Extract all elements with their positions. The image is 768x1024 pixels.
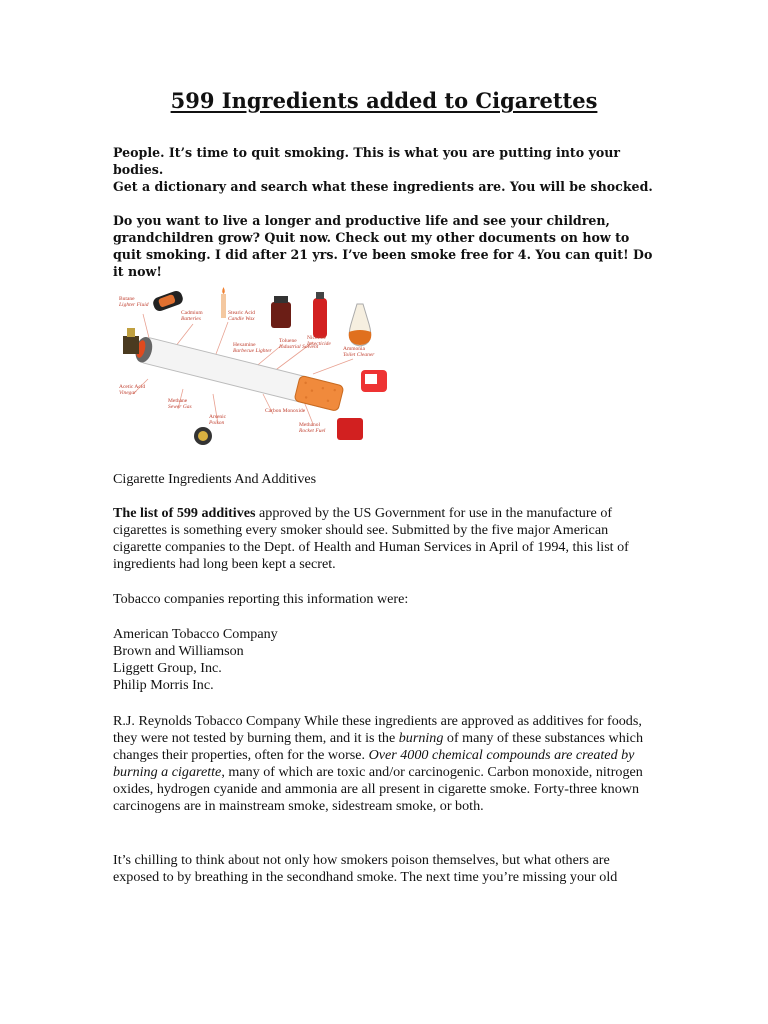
label-acetic-acid-sub: Vinegar xyxy=(119,390,137,396)
company-list xyxy=(113,626,658,694)
additives-paragraph-bold: The list of 599 additives xyxy=(113,505,256,521)
secondhand-paragraph: It’s chilling to think about not only how smokers poison themselves, but what others are exposed to by breathing in the secondhand smoke. The next time you’re missing your old xyxy=(113,852,618,885)
label-stearic-acid: Stearic Acid xyxy=(228,310,256,316)
label-acetic-acid: Acetic Acid xyxy=(119,384,146,390)
label-cadmium: Cadmium xyxy=(181,310,203,316)
cigarette-ingredients-illustration xyxy=(113,284,395,456)
rj-text-burning: burning xyxy=(398,730,444,746)
label-butane: Butane xyxy=(119,296,135,302)
label-cadmium-sub: Batteries xyxy=(181,316,201,322)
rj-text-compounds: Over 4000 chemical compounds are created by burning a cigarette xyxy=(113,747,635,780)
label-hexamine-sub: Barbecue Lighter xyxy=(233,348,272,354)
label-nicotine-sub: Insecticide xyxy=(307,341,331,347)
label-carbon-monoxide: Carbon Monoxide xyxy=(265,408,306,414)
rj-reynolds-paragraph xyxy=(113,713,658,815)
label-methane-sub: Sewer Gas xyxy=(168,404,192,410)
label-stearic-acid-sub: Candle Wax xyxy=(228,316,255,322)
label-toluene-sub: Industrial Solvent xyxy=(279,344,319,350)
additives-paragraph xyxy=(113,505,658,573)
list-item: Philip Morris Inc. xyxy=(113,677,214,693)
label-arsenic-sub: Poison xyxy=(209,420,225,426)
rj-text-c: of many of these substances which changes their properties, often for the worse. xyxy=(113,730,643,763)
intro-paragraph-1: People. It’s time to quit smoking. This is what you are putting into your bodies. xyxy=(113,145,621,177)
label-arsenic: Arsenic xyxy=(209,414,227,420)
intro-paragraph-2: Get a dictionary and search what these ingredients are. You will be shocked. xyxy=(113,179,653,194)
figure-caption: Cigarette Ingredients And Additives xyxy=(113,471,317,487)
rj-text-e: , many of which are toxic and/or carcinogenic. Carbon monoxide, nitrogen oxides, hydrogen cyanide and ammonia are all present in cigarette smoke. Forty-three known carcinogens are in mainstream smoke, sidestream smoke, or both. xyxy=(113,764,643,814)
intro-paragraph-3: Do you want to live a longer and productive life and see your children, grandchildren grow? Quit now. Check out my other documents on how to quit smoking. I did after 21 yrs. I’ve been smoke free for 4. You can quit! Do it now! xyxy=(113,213,653,279)
label-methane: Methane xyxy=(168,398,188,404)
page-title: 599 Ingredients added to Cigarettes xyxy=(170,88,598,113)
label-hexamine: Hexamine xyxy=(233,342,256,348)
additives-paragraph-rest: approved by the US Government for use in the manufacture of cigarettes is something every smoker should see. Submitted by the five major American cigarette companies to the Dept. of Health and Human Services in April of 1994, this list of ingredients had long been kept a secret. xyxy=(113,505,629,572)
list-item: Brown and Williamson xyxy=(113,643,244,659)
list-item: Liggett Group, Inc. xyxy=(113,660,222,676)
label-methanol: Methanol xyxy=(299,422,321,428)
label-ammonia-sub: Toilet Cleaner xyxy=(343,352,375,358)
label-methanol-sub: Rocket Fuel xyxy=(299,428,326,434)
label-toluene: Toluene xyxy=(279,338,297,344)
list-item: American Tobacco Company xyxy=(113,626,278,642)
label-ammonia: Ammonia xyxy=(343,346,365,352)
label-butane-sub: Lighter Fluid xyxy=(119,302,149,308)
reporting-paragraph: Tobacco companies reporting this information were: xyxy=(113,591,409,607)
label-nicotine: Nicotine xyxy=(307,335,326,341)
rj-text-a: R.J. Reynolds Tobacco Company While these ingredients are approved as additives for foods, they were not tested by burning them, and it is the xyxy=(113,713,642,746)
